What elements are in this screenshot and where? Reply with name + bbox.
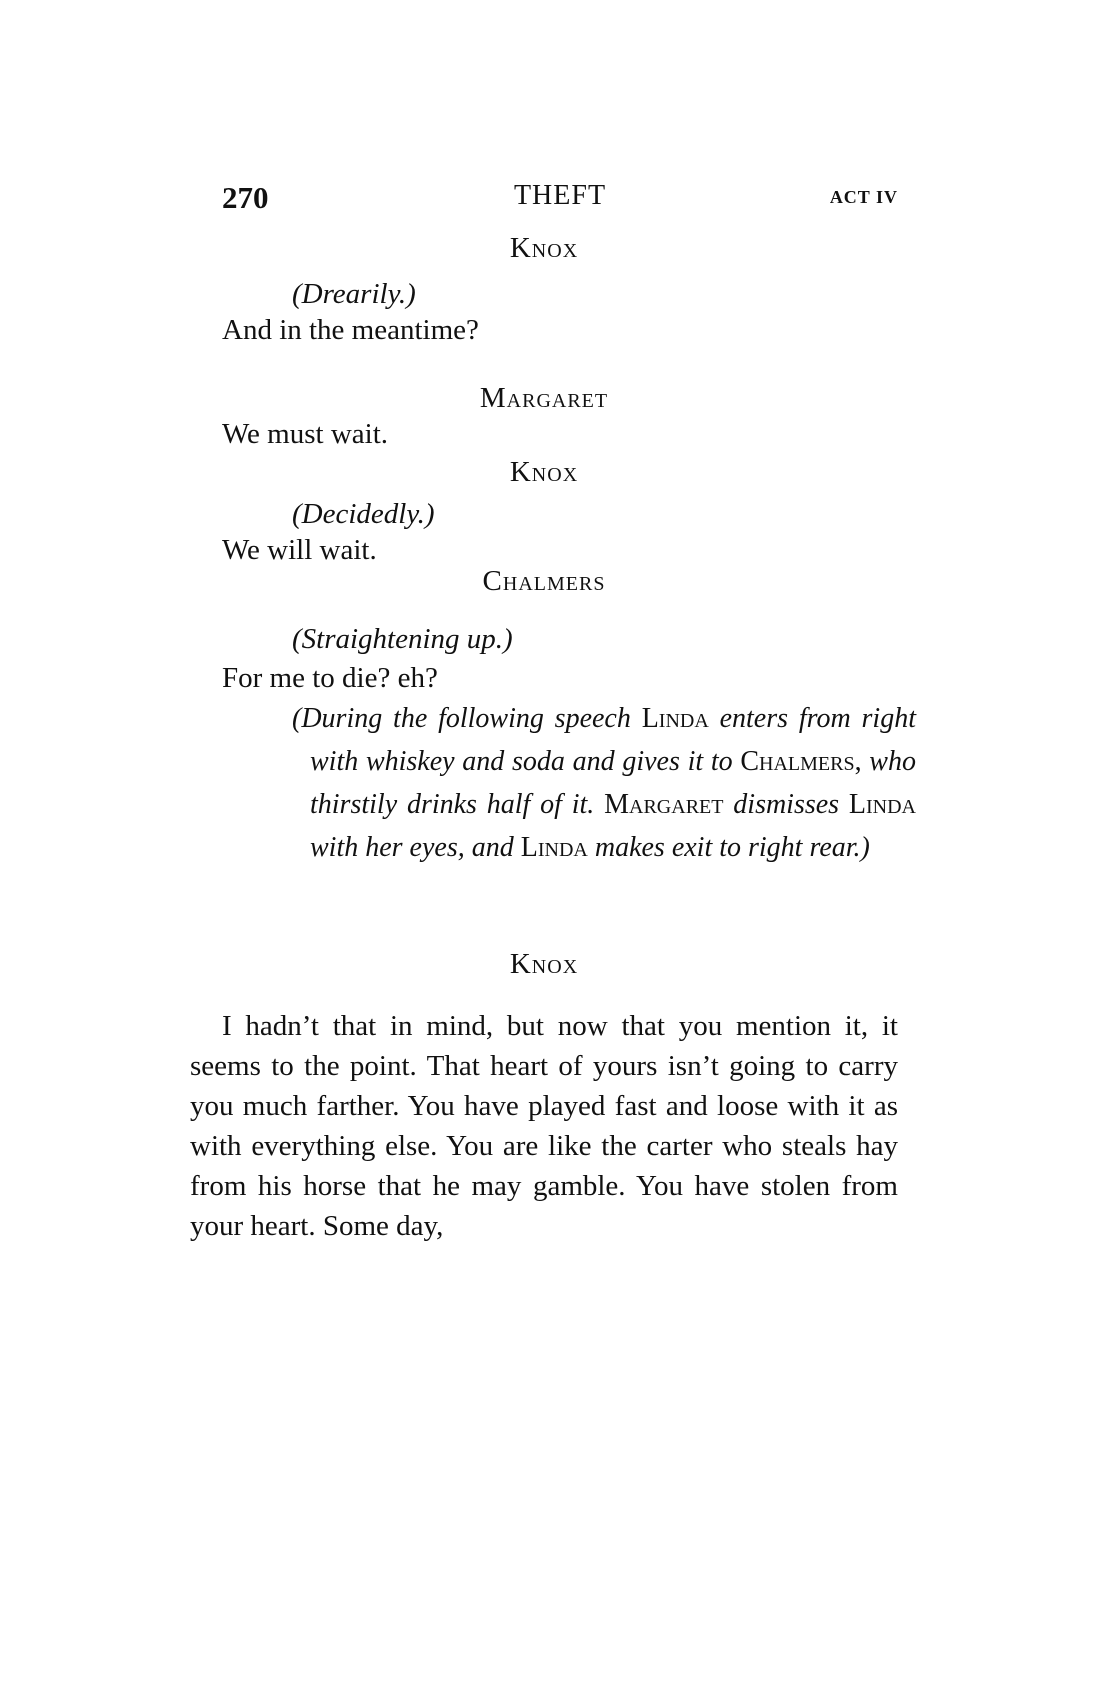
dialogue-line: We will wait. [222,534,377,566]
speaker-name: Knox [509,232,579,264]
character-name: Linda [641,703,709,734]
speaker-name: Chalmers [482,565,606,597]
character-name: Chalmers, [740,746,862,777]
dialogue-line: For me to die? eh? [222,662,438,694]
stage-text: with her eyes, and [310,832,521,863]
speaker-name: Knox [509,948,579,980]
stage-text: makes exit to right rear.) [587,832,870,863]
stage-text: who thirstily drinks half of it. [310,746,916,820]
running-head [222,180,898,220]
dialogue-paragraph: I hadn’t that in mind, but now that you mention it, it seems to the point. That heart of yours isn’t going to carry you much farther. You have played fast and loose with it as with everything else. You are like the carter who steals hay from his horse that he may gamble. You have stolen from your heart. Some day, [190,1010,898,1242]
page-number: 270 [222,180,269,215]
stage-text: enters from right with whiskey and soda and gives it to [310,703,916,777]
stage-text: dismisses [723,789,849,820]
dialogue-line: And in the meantime? [222,314,479,346]
character-name: Margaret [604,789,724,820]
speaker-name: Margaret [479,382,609,414]
stage-direction: (Straightening up.) [292,623,513,655]
character-name: Linda [848,789,916,820]
character-name: Linda [520,832,588,863]
stage-direction: (Drearily.) [292,278,416,310]
long-stage-direction [292,697,916,869]
speaker-name: Knox [509,456,579,488]
stage-direction: (Decidedly.) [292,498,435,530]
stage-text: (During the following speech [292,703,642,734]
dialogue-line: We must wait. [222,418,388,450]
act-label: ACT IV [829,187,898,207]
running-title: THEFT [513,180,607,211]
